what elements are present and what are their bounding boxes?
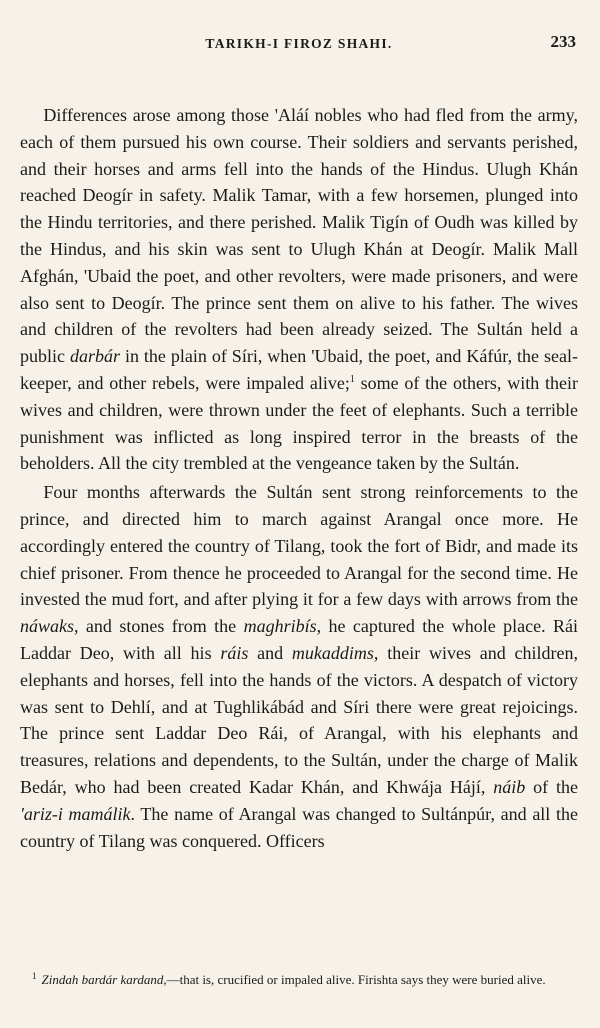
running-head: TARIKH-I FIROZ SHAHI.: [205, 36, 393, 51]
italic-term-naib: náib: [493, 776, 526, 797]
paragraph-2-text-f: of the: [525, 776, 578, 797]
paragraph-2-text-d: and: [248, 642, 292, 663]
paragraph-2-text-b: , and stones from the: [74, 616, 244, 637]
italic-term-nawaks: náwaks: [20, 616, 74, 637]
paragraph-2-text-c: , he captured the whole place. Rái Laddar Deo, with all his: [20, 616, 579, 663]
footnote-italic-phrase: Zindah bardár kardand: [41, 972, 164, 987]
footnote-reference: 1: [349, 373, 355, 385]
paragraph-1-text-c: some of the others, with their wives and children, were thrown under the feet of elephants. Such a terrible punishment was inflicted as long inspired terror in the breasts of the beholders. All the city trembled at the vengeance taken by the Sultán.: [20, 372, 578, 474]
italic-term-rais: ráis: [220, 642, 249, 663]
paragraph-1-text-a: Differences arose among those 'Aláí nobles who had fled from the army, each of them pursued his own course. Their soldiers and servants perished, and their horses and arms fell into the hands of the Hindus. Ulugh Khán reached Deogír in safety. Malik Tamar, with a few horsemen, plunged into the Hindu territories, and there perished. Malik Tigín of Oudh was killed by the Hindus, and his skin was sent to Ulugh Khán at Deogír. Malik Mall Afghán, 'Ubaid the poet, and other revolters, were made prisoners, and were also sent to Deogír. The prince sent them on alive to his father. The wives and children of the revolters had been already seized. The Sultán held a public: [20, 105, 578, 367]
paragraph-2-text-g: . The name of Arangal was changed to Sultánpúr, and all the country of Tilang was conquered. Officers: [20, 803, 578, 851]
paragraph-2: [20, 479, 578, 854]
paragraph-2-text-a: Four months afterwards the Sultán sent strong reinforcements to the prince, and directed him to march against Arangal once more. He accordingly entered the country of Tilang, took the fort of Bidr, and made its chief prisoner. From thence he proceeded to Arangal for the second time. He invested the mud fort, and after plying it for a few days with arrows from the: [20, 482, 578, 610]
italic-term-ariz-i-mamalik: 'ariz-i mamálik: [20, 803, 131, 824]
italic-term-darbar: darbár: [69, 346, 120, 367]
italic-term-maghribis: maghribís: [243, 616, 317, 637]
paragraph-1: [20, 102, 578, 477]
page-number: 233: [550, 32, 576, 51]
paragraph-1-text-b: in the plain of Síri, when 'Ubaid, the poet, and Káfúr, the seal-keeper, and other rebels, were impaled alive;: [20, 346, 578, 393]
page-header: [20, 28, 578, 62]
main-text: [20, 102, 578, 854]
footnote: [22, 970, 578, 989]
footnote-number: 1: [32, 970, 37, 981]
paragraph-2-text-e: , their wives and children, elephants and horses, fell into the hands of the victors. A despatch of victory was sent to Dehlí, and at Tughlikábád and Síri there were great rejoicings. The prince sent Laddar Deo Rái, of Arangal, with his elephants and treasures, relations and dependents, to the Sultán, under the charge of Malik Bedár, who had been created Kadar Khán, and Khwája Hájí,: [20, 642, 578, 797]
footnote-text: ,—that is, crucified or impaled alive. Firishta says they were buried alive.: [163, 972, 546, 987]
italic-term-mukaddims: mukaddims: [291, 642, 374, 663]
